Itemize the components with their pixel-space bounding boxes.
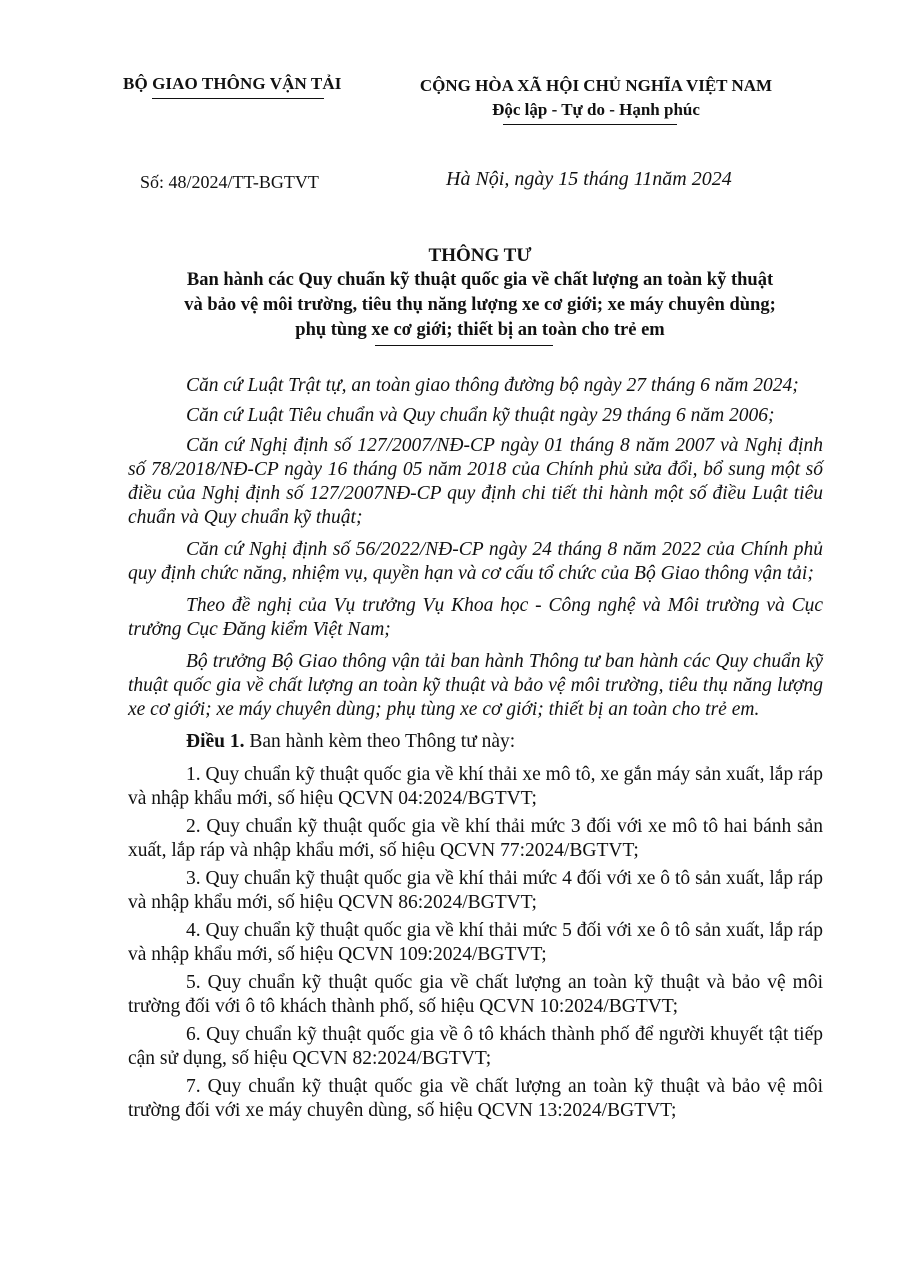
place-and-date: Hà Nội, ngày 15 tháng 11năm 2024 bbox=[446, 168, 732, 190]
document-type: THÔNG TƯ bbox=[428, 245, 532, 266]
legal-basis: Căn cứ Luật Tiêu chuẩn và Quy chuẩn kỹ thuật ngày 29 tháng 6 năm 2006; bbox=[186, 405, 775, 426]
article-1-label: Điều 1. bbox=[186, 731, 245, 752]
article-1-heading bbox=[128, 730, 823, 754]
article-1-item: 5. Quy chuẩn kỹ thuật quốc gia về chất lượng an toàn kỹ thuật và bảo vệ môi trường đối với ô tô khách thành phố, số hiệu QCVN 10:2024/BGTVT; bbox=[128, 972, 823, 1017]
issuing-agency: BỘ GIAO THÔNG VẬN TẢI bbox=[123, 74, 342, 93]
article-1-item: 3. Quy chuẩn kỹ thuật quốc gia về khí thải mức 4 đối với xe ô tô sản xuất, lắp ráp và nhập khẩu mới, số hiệu QCVN 86:2024/BGTVT; bbox=[128, 868, 823, 913]
subject-line-2: và bảo vệ môi trường, tiêu thụ năng lượng xe cơ giới; xe máy chuyên dùng; bbox=[184, 295, 776, 315]
title-underline bbox=[375, 345, 553, 346]
motto: Độc lập - Tự do - Hạnh phúc bbox=[492, 100, 700, 119]
subject-line-3: phụ tùng xe cơ giới; thiết bị an toàn cho trẻ em bbox=[295, 320, 665, 340]
agency-underline bbox=[152, 98, 324, 99]
issuance-statement: Bộ trưởng Bộ Giao thông vận tải ban hành Thông tư ban hành các Quy chuẩn kỹ thuật quốc gia về chất lượng an toàn kỹ thuật và bảo vệ môi trường, tiêu thụ năng lượng xe cơ giới; xe máy chuyên dùng; phụ tùng xe cơ giới; thiết bị an toàn cho trẻ em. bbox=[128, 651, 823, 720]
article-1-item: 7. Quy chuẩn kỹ thuật quốc gia về chất lượng an toàn kỹ thuật và bảo vệ môi trường đối với xe máy chuyên dùng, số hiệu QCVN 13:2024/BGTVT; bbox=[128, 1076, 823, 1121]
proposal-basis: Theo đề nghị của Vụ trưởng Vụ Khoa học - Công nghệ và Môi trường và Cục trưởng Cục Đăng kiểm Việt Nam; bbox=[128, 595, 823, 640]
subject-line-1: Ban hành các Quy chuẩn kỹ thuật quốc gia về chất lượng an toàn kỹ thuật bbox=[186, 270, 774, 290]
article-1-item: 2. Quy chuẩn kỹ thuật quốc gia về khí thải mức 3 đối với xe mô tô hai bánh sản xuất, lắp ráp và nhập khẩu mới, số hiệu QCVN 77:2024/BGTVT; bbox=[128, 816, 823, 861]
article-1-item: 1. Quy chuẩn kỹ thuật quốc gia về khí thải xe mô tô, xe gắn máy sản xuất, lắp ráp và nhập khẩu mới, số hiệu QCVN 04:2024/BGTVT; bbox=[128, 764, 823, 809]
national-motto bbox=[400, 74, 792, 122]
article-1-item: 6. Quy chuẩn kỹ thuật quốc gia về ô tô khách thành phố để người khuyết tật tiếp cận sử dụng, số hiệu QCVN 82:2024/BGTVT; bbox=[128, 1024, 823, 1069]
document-body bbox=[128, 374, 823, 1127]
country-name: CỘNG HÒA XÃ HỘI CHỦ NGHĨA VIỆT NAM bbox=[419, 76, 773, 95]
article-1-item: 4. Quy chuẩn kỹ thuật quốc gia về khí thải mức 5 đối với xe ô tô sản xuất, lắp ráp và nhập khẩu mới, số hiệu QCVN 109:2024/BGTVT; bbox=[128, 920, 823, 965]
legal-basis: Căn cứ Nghị định số 56/2022/NĐ-CP ngày 24 tháng 8 năm 2022 của Chính phủ quy định chức năng, nhiệm vụ, quyền hạn và cơ cấu tổ chức của Bộ Giao thông vận tải; bbox=[128, 539, 823, 584]
article-1-text: Ban hành kèm theo Thông tư này: bbox=[244, 731, 516, 752]
legal-basis: Căn cứ Nghị định số 127/2007/NĐ-CP ngày 01 tháng 8 năm 2007 và Nghị định số 78/2018/NĐ-CP ngày 16 tháng 05 năm 2018 của Chính phủ sửa đổi, bổ sung một số điều của Nghị định số 127/2007NĐ-CP quy định chi tiết thi hành một số điều Luật tiêu chuẩn và Quy chuẩn kỹ thuật; bbox=[128, 435, 823, 528]
document-title bbox=[100, 243, 860, 343]
legal-basis: Căn cứ Luật Trật tự, an toàn giao thông đường bộ ngày 27 tháng 6 năm 2024; bbox=[186, 375, 799, 396]
motto-underline bbox=[503, 124, 677, 125]
document-number: Số: 48/2024/TT-BGTVT bbox=[140, 172, 319, 192]
